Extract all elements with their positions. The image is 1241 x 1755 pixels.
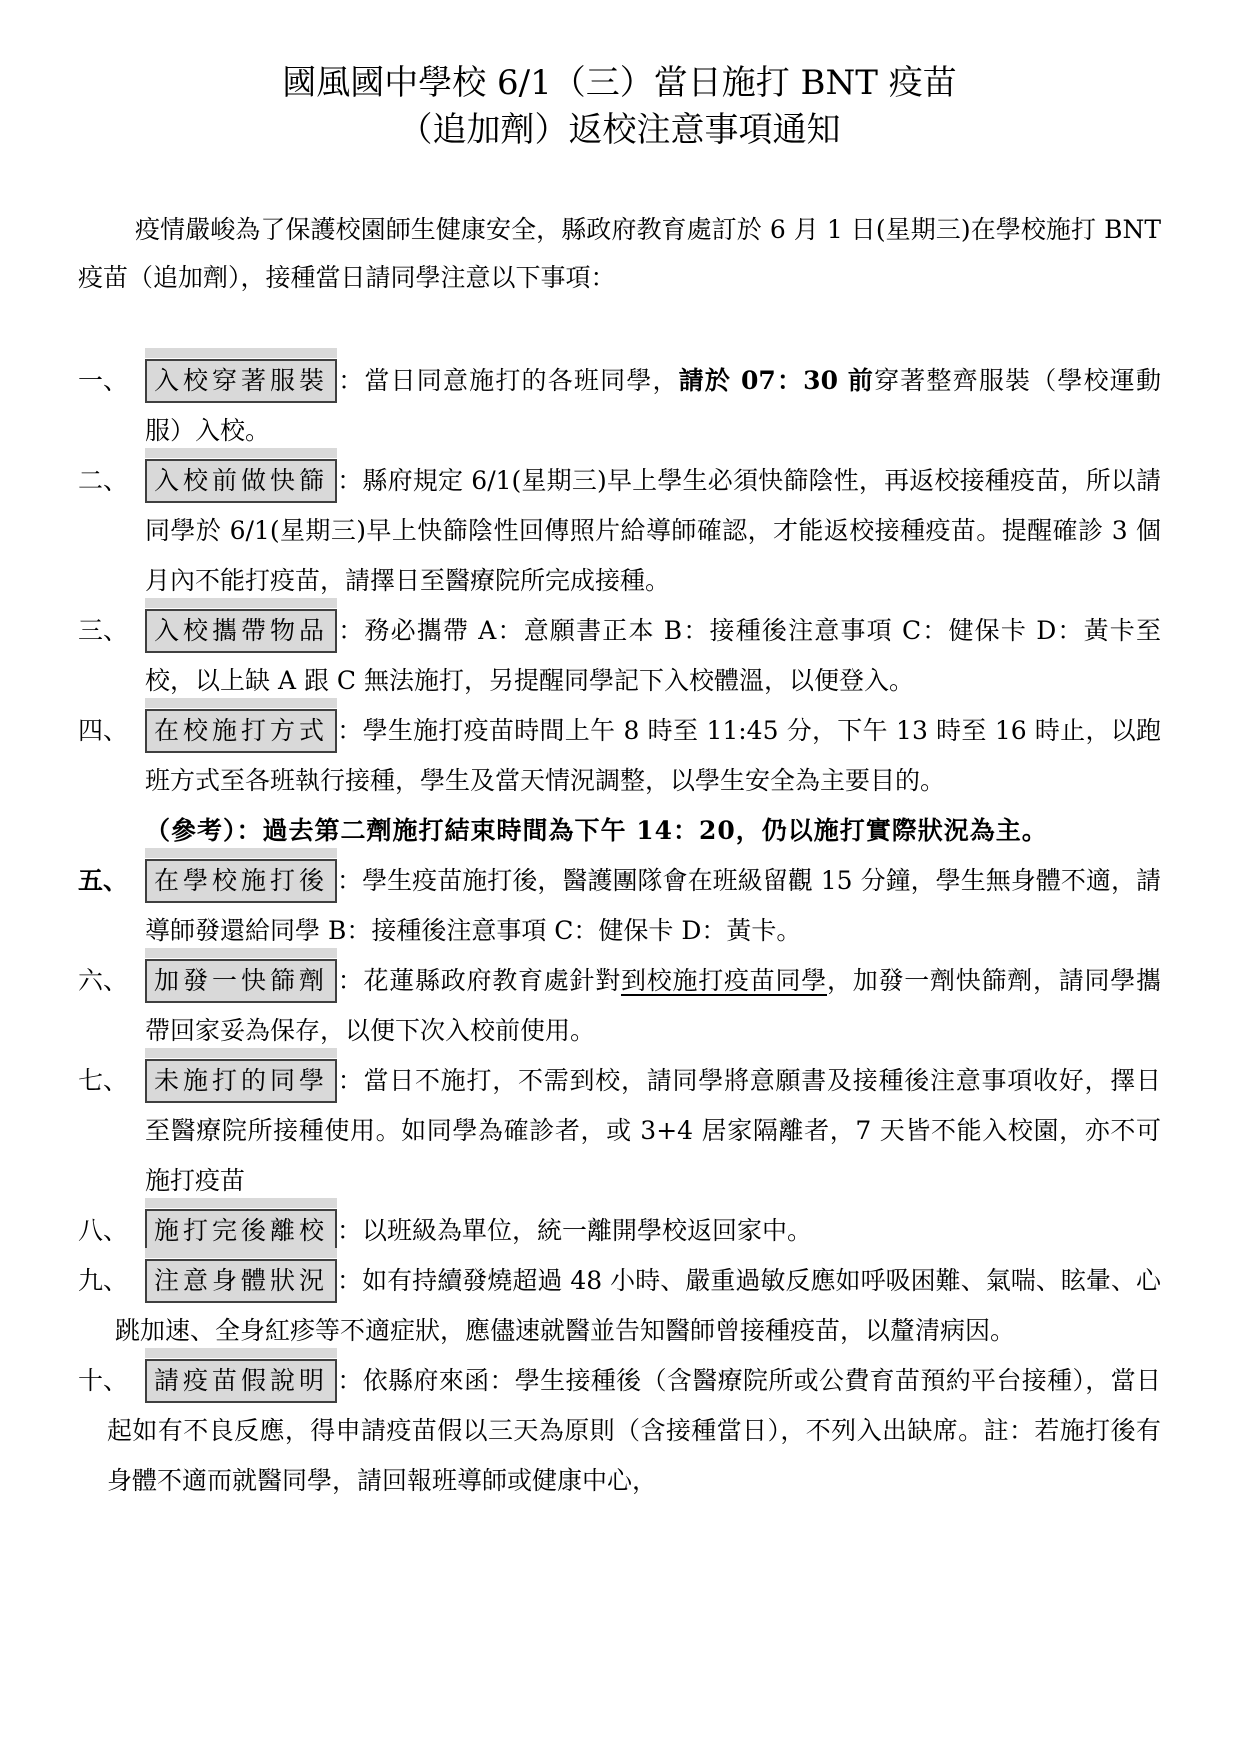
- notice-item-1: [78, 356, 1161, 456]
- item-label-box: [145, 359, 337, 403]
- item-number: 五、: [78, 866, 129, 895]
- item-label-box: [145, 1259, 337, 1303]
- item-label-box: [145, 459, 337, 503]
- item-body: ：當日不施打，不需到校，請同學將意願書及接種後注意事項收好，擇日至醫療院所接種使用。如同學為確診者，或 3+4 居家隔離者，7 天皆不能入校園，亦不可施打疫苗: [145, 1066, 1161, 1195]
- item-number: 九、: [78, 1266, 129, 1295]
- item-label: 入校穿著服裝: [154, 366, 329, 395]
- notice-item-3: [78, 606, 1161, 706]
- item-body: ：務必攜帶 A：意願書正本 B：接種後注意事項 C：健保卡 D：黃卡至校，以上缺 A 跟 C 無法施打，另提醒同學記下入校體溫，以便登入。: [145, 616, 1161, 695]
- item-body: ：如有持續發燒超過 48 小時、嚴重過敏反應如呼吸困難、氣喘、眩暈、心跳加速、全身紅疹等不適症狀，應儘速就醫並告知醫師曾接種疫苗，以釐清病因。: [115, 1266, 1161, 1345]
- item-label: 在校施打方式: [154, 716, 329, 745]
- item-label: 施打完後離校: [154, 1216, 329, 1245]
- item-number: 一、: [78, 366, 129, 395]
- item-label: 注意身體狀況: [154, 1266, 329, 1295]
- item-label-box: [145, 859, 337, 903]
- notice-item-5: [78, 856, 1161, 956]
- item-label: 在學校施打後: [154, 866, 329, 895]
- item-body: 穿著整齊服裝（學校運動服）入校。: [145, 366, 1161, 445]
- item-body-underline: 到校施打疫苗同學: [621, 966, 827, 995]
- item-label-box: [145, 1209, 337, 1253]
- document-title-line1: 國風國中學校 6/1（三）當日施打 BNT 疫苗: [282, 63, 957, 103]
- item-label: 入校攜帶物品: [154, 616, 329, 645]
- notice-items: [78, 356, 1161, 1506]
- item-number: 八、: [78, 1216, 129, 1245]
- notice-item-2: [78, 456, 1161, 606]
- item-number: 三、: [78, 616, 129, 645]
- notice-item-9: [78, 1256, 1161, 1356]
- item-label-box: [145, 1059, 337, 1103]
- item-body: ：學生施打疫苗時間上午 8 時至 11:45 分，下午 13 時至 16 時止，以跑班方式至各班執行接種，學生及當天情況調整，以學生安全為主要目的。: [145, 716, 1161, 795]
- notice-item-10: [78, 1356, 1161, 1506]
- item-body: ：當日同意施打的各班同學，: [337, 366, 679, 395]
- document-title: [78, 60, 1161, 154]
- document-title-line2: （追加劑）返校注意事項通知: [398, 110, 841, 150]
- item-number: 四、: [78, 716, 129, 745]
- item-label: 請疫苗假說明: [154, 1366, 329, 1395]
- item-label-box: [145, 1359, 337, 1403]
- notice-item-4: [78, 706, 1161, 806]
- item-label-box: [145, 609, 337, 653]
- reference-note: （參考）：過去第二劑施打結束時間為下午 14：20，仍以施打實際狀況為主。: [145, 816, 1048, 845]
- item-number: 二、: [78, 466, 129, 495]
- item-number: 十、: [78, 1366, 129, 1395]
- item-label-box: [145, 709, 337, 753]
- intro-paragraph: 疫情嚴峻為了保護校園師生健康安全，縣政府教育處訂於 6 月 1 日(星期三)在學校施打 BNT 疫苗（追加劑），接種當日請同學注意以下事項：: [78, 215, 1161, 292]
- item-number: 六、: [78, 966, 129, 995]
- item-label: 入校前做快篩: [154, 466, 329, 495]
- item-body: ：以班級為單位，統一離開學校返回家中。: [337, 1216, 813, 1245]
- item-body: ：花蓮縣政府教育處針對: [337, 966, 621, 995]
- notice-item-7: [78, 1056, 1161, 1206]
- item-body: ，加發一劑快篩劑，請同學攜帶回家妥為保存，以便下次入校前使用。: [145, 966, 1161, 1045]
- item-body: ：縣府規定 6/1(星期三)早上學生必須快篩陰性，再返校接種疫苗，所以請同學於 6/1(星期三)早上快篩陰性回傳照片給導師確認，才能返校接種疫苗。提醒確診 3 個月內不能打疫苗，請擇日至醫療院所完成接種。: [145, 466, 1161, 595]
- item-body-bold: 請於 07：30 前: [678, 366, 875, 395]
- item-body: ：依縣府來函：學生接種後（含醫療院所或公費育苗預約平台接種），當日起如有不良反應，得申請疫苗假以三天為原則（含接種當日），不列入出缺席。註：若施打後有身體不適而就醫同學，請回報班導師或健康中心，: [107, 1366, 1161, 1495]
- item-label: 加發一快篩劑: [154, 966, 329, 995]
- item-label: 未施打的同學: [154, 1066, 329, 1095]
- item-body: ：學生疫苗施打後，醫護團隊會在班級留觀 15 分鐘，學生無身體不適，請導師發還給同學 B：接種後注意事項 C：健保卡 D：黃卡。: [145, 866, 1161, 945]
- item-number: 七、: [78, 1066, 129, 1095]
- notice-item-6: [78, 956, 1161, 1056]
- item-label-box: [145, 959, 337, 1003]
